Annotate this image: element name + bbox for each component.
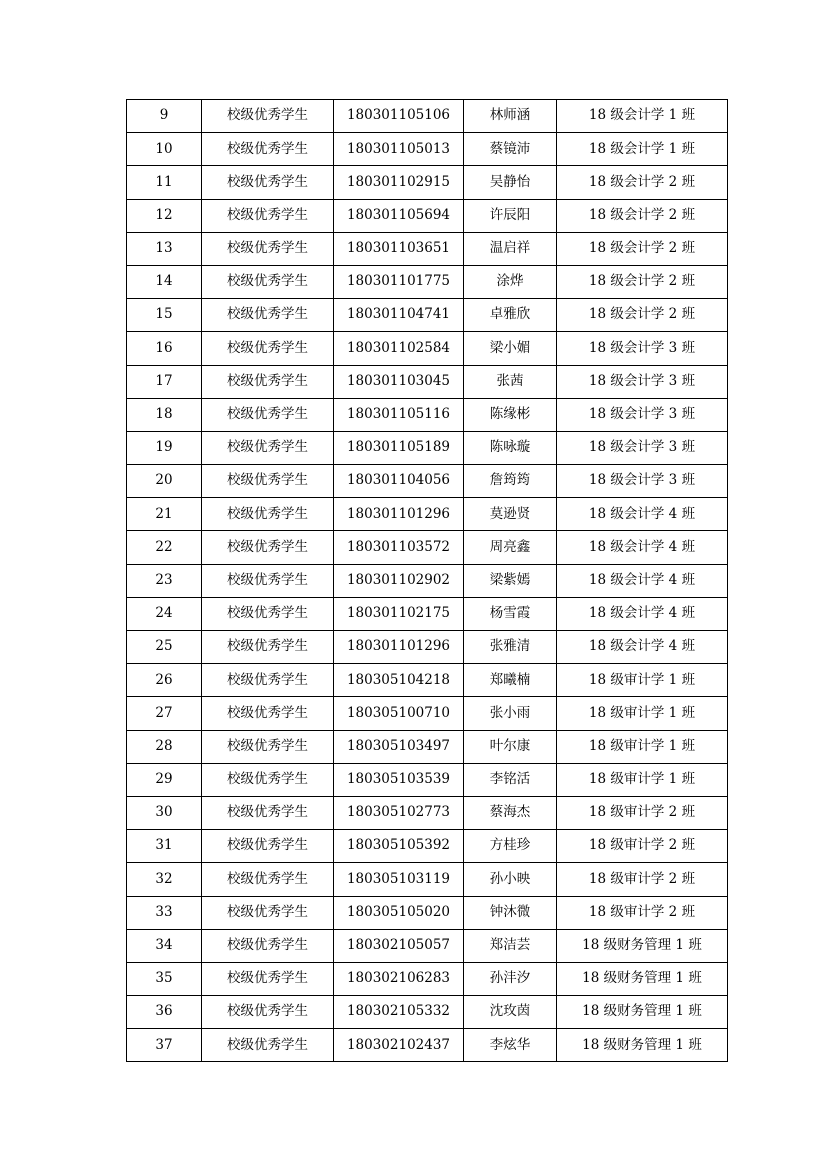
cell-student-id: 180301103572 bbox=[334, 531, 464, 564]
cell-class-name: 18 级会计学 4 班 bbox=[557, 631, 728, 664]
table-row bbox=[127, 597, 728, 630]
cell-class-name: 18 级会计学 4 班 bbox=[557, 531, 728, 564]
cell-student-name: 温启祥 bbox=[464, 232, 557, 265]
award-recipients-table bbox=[126, 99, 728, 1062]
cell-student-id: 180301101296 bbox=[334, 498, 464, 531]
table-row bbox=[127, 166, 728, 199]
cell-award-name: 校级优秀学生 bbox=[202, 730, 334, 763]
cell-student-name: 钟沐微 bbox=[464, 896, 557, 929]
cell-class-name: 18 级会计学 2 班 bbox=[557, 265, 728, 298]
cell-award-name: 校级优秀学生 bbox=[202, 863, 334, 896]
cell-award-name: 校级优秀学生 bbox=[202, 100, 334, 133]
cell-sequence-number: 36 bbox=[127, 996, 202, 1029]
cell-sequence-number: 17 bbox=[127, 365, 202, 398]
table-row bbox=[127, 332, 728, 365]
cell-award-name: 校级优秀学生 bbox=[202, 996, 334, 1029]
table-row bbox=[127, 796, 728, 829]
cell-award-name: 校级优秀学生 bbox=[202, 896, 334, 929]
cell-sequence-number: 16 bbox=[127, 332, 202, 365]
cell-student-id: 180301101775 bbox=[334, 265, 464, 298]
cell-student-name: 方桂珍 bbox=[464, 830, 557, 863]
cell-student-name: 蔡海杰 bbox=[464, 796, 557, 829]
cell-student-id: 180301105694 bbox=[334, 199, 464, 232]
cell-class-name: 18 级审计学 1 班 bbox=[557, 697, 728, 730]
cell-student-id: 180305104218 bbox=[334, 664, 464, 697]
cell-student-name: 张小雨 bbox=[464, 697, 557, 730]
cell-student-id: 180305102773 bbox=[334, 796, 464, 829]
cell-class-name: 18 级会计学 4 班 bbox=[557, 498, 728, 531]
cell-student-name: 卓雅欣 bbox=[464, 299, 557, 332]
table-row bbox=[127, 830, 728, 863]
cell-sequence-number: 32 bbox=[127, 863, 202, 896]
cell-sequence-number: 27 bbox=[127, 697, 202, 730]
table-row bbox=[127, 730, 728, 763]
cell-student-id: 180305100710 bbox=[334, 697, 464, 730]
cell-sequence-number: 33 bbox=[127, 896, 202, 929]
cell-student-name: 陈缘彬 bbox=[464, 398, 557, 431]
cell-class-name: 18 级会计学 3 班 bbox=[557, 332, 728, 365]
cell-student-id: 180301102584 bbox=[334, 332, 464, 365]
cell-sequence-number: 12 bbox=[127, 199, 202, 232]
cell-student-name: 蔡镜沛 bbox=[464, 133, 557, 166]
cell-award-name: 校级优秀学生 bbox=[202, 166, 334, 199]
cell-student-id: 180301105013 bbox=[334, 133, 464, 166]
cell-class-name: 18 级财务管理 1 班 bbox=[557, 1029, 728, 1062]
cell-student-id: 180301102175 bbox=[334, 597, 464, 630]
cell-sequence-number: 26 bbox=[127, 664, 202, 697]
cell-award-name: 校级优秀学生 bbox=[202, 465, 334, 498]
cell-class-name: 18 级会计学 4 班 bbox=[557, 597, 728, 630]
cell-sequence-number: 28 bbox=[127, 730, 202, 763]
table-row bbox=[127, 1029, 728, 1062]
cell-award-name: 校级优秀学生 bbox=[202, 962, 334, 995]
cell-award-name: 校级优秀学生 bbox=[202, 929, 334, 962]
cell-sequence-number: 11 bbox=[127, 166, 202, 199]
table-row bbox=[127, 232, 728, 265]
cell-student-id: 180301105189 bbox=[334, 431, 464, 464]
cell-student-name: 孙沣汐 bbox=[464, 962, 557, 995]
cell-student-name: 李铭活 bbox=[464, 763, 557, 796]
table-row bbox=[127, 465, 728, 498]
award-table-body bbox=[127, 100, 728, 1062]
cell-student-name: 沈玫茵 bbox=[464, 996, 557, 1029]
cell-award-name: 校级优秀学生 bbox=[202, 199, 334, 232]
cell-sequence-number: 14 bbox=[127, 265, 202, 298]
cell-student-id: 180301105106 bbox=[334, 100, 464, 133]
cell-award-name: 校级优秀学生 bbox=[202, 299, 334, 332]
cell-student-id: 180301105116 bbox=[334, 398, 464, 431]
cell-sequence-number: 24 bbox=[127, 597, 202, 630]
cell-class-name: 18 级审计学 2 班 bbox=[557, 863, 728, 896]
cell-class-name: 18 级会计学 3 班 bbox=[557, 431, 728, 464]
cell-student-id: 180301103045 bbox=[334, 365, 464, 398]
cell-award-name: 校级优秀学生 bbox=[202, 365, 334, 398]
table-row bbox=[127, 199, 728, 232]
cell-student-name: 吴静怡 bbox=[464, 166, 557, 199]
table-row bbox=[127, 564, 728, 597]
cell-award-name: 校级优秀学生 bbox=[202, 265, 334, 298]
cell-class-name: 18 级审计学 2 班 bbox=[557, 896, 728, 929]
cell-sequence-number: 34 bbox=[127, 929, 202, 962]
cell-student-name: 李炫华 bbox=[464, 1029, 557, 1062]
cell-class-name: 18 级会计学 2 班 bbox=[557, 232, 728, 265]
table-row bbox=[127, 631, 728, 664]
cell-class-name: 18 级会计学 3 班 bbox=[557, 365, 728, 398]
cell-award-name: 校级优秀学生 bbox=[202, 531, 334, 564]
cell-class-name: 18 级财务管理 1 班 bbox=[557, 962, 728, 995]
award-table-container bbox=[126, 99, 702, 1062]
cell-award-name: 校级优秀学生 bbox=[202, 564, 334, 597]
cell-class-name: 18 级审计学 1 班 bbox=[557, 664, 728, 697]
cell-student-name: 杨雪霞 bbox=[464, 597, 557, 630]
cell-student-name: 张茜 bbox=[464, 365, 557, 398]
cell-award-name: 校级优秀学生 bbox=[202, 133, 334, 166]
cell-student-id: 180302105332 bbox=[334, 996, 464, 1029]
table-row bbox=[127, 431, 728, 464]
cell-student-id: 180301101296 bbox=[334, 631, 464, 664]
cell-award-name: 校级优秀学生 bbox=[202, 697, 334, 730]
cell-student-name: 许辰阳 bbox=[464, 199, 557, 232]
cell-class-name: 18 级会计学 1 班 bbox=[557, 100, 728, 133]
cell-student-name: 叶尔康 bbox=[464, 730, 557, 763]
cell-award-name: 校级优秀学生 bbox=[202, 664, 334, 697]
cell-sequence-number: 18 bbox=[127, 398, 202, 431]
cell-award-name: 校级优秀学生 bbox=[202, 232, 334, 265]
cell-student-name: 林师涵 bbox=[464, 100, 557, 133]
table-row bbox=[127, 996, 728, 1029]
table-row bbox=[127, 962, 728, 995]
table-row bbox=[127, 133, 728, 166]
table-row bbox=[127, 863, 728, 896]
cell-sequence-number: 15 bbox=[127, 299, 202, 332]
cell-class-name: 18 级会计学 2 班 bbox=[557, 199, 728, 232]
cell-student-name: 张雅清 bbox=[464, 631, 557, 664]
table-row bbox=[127, 498, 728, 531]
cell-student-name: 郑洁芸 bbox=[464, 929, 557, 962]
cell-student-id: 180302106283 bbox=[334, 962, 464, 995]
cell-student-name: 梁小媚 bbox=[464, 332, 557, 365]
cell-class-name: 18 级会计学 4 班 bbox=[557, 564, 728, 597]
cell-sequence-number: 19 bbox=[127, 431, 202, 464]
table-row bbox=[127, 697, 728, 730]
cell-student-id: 180305105020 bbox=[334, 896, 464, 929]
cell-award-name: 校级优秀学生 bbox=[202, 763, 334, 796]
cell-sequence-number: 37 bbox=[127, 1029, 202, 1062]
table-row bbox=[127, 100, 728, 133]
cell-sequence-number: 29 bbox=[127, 763, 202, 796]
cell-sequence-number: 23 bbox=[127, 564, 202, 597]
cell-student-name: 詹筠筠 bbox=[464, 465, 557, 498]
cell-student-name: 涂烨 bbox=[464, 265, 557, 298]
cell-sequence-number: 35 bbox=[127, 962, 202, 995]
table-row bbox=[127, 398, 728, 431]
cell-student-id: 180302102437 bbox=[334, 1029, 464, 1062]
cell-class-name: 18 级会计学 1 班 bbox=[557, 133, 728, 166]
table-row bbox=[127, 929, 728, 962]
cell-student-name: 陈咏璇 bbox=[464, 431, 557, 464]
cell-sequence-number: 20 bbox=[127, 465, 202, 498]
cell-student-id: 180301103651 bbox=[334, 232, 464, 265]
table-row bbox=[127, 265, 728, 298]
table-row bbox=[127, 763, 728, 796]
cell-student-name: 莫逊贤 bbox=[464, 498, 557, 531]
cell-award-name: 校级优秀学生 bbox=[202, 597, 334, 630]
cell-student-id: 180305103119 bbox=[334, 863, 464, 896]
cell-sequence-number: 13 bbox=[127, 232, 202, 265]
cell-student-name: 孙小映 bbox=[464, 863, 557, 896]
cell-sequence-number: 10 bbox=[127, 133, 202, 166]
cell-class-name: 18 级审计学 1 班 bbox=[557, 763, 728, 796]
cell-class-name: 18 级财务管理 1 班 bbox=[557, 996, 728, 1029]
cell-award-name: 校级优秀学生 bbox=[202, 431, 334, 464]
table-row bbox=[127, 365, 728, 398]
cell-student-id: 180305103539 bbox=[334, 763, 464, 796]
cell-sequence-number: 21 bbox=[127, 498, 202, 531]
table-row bbox=[127, 299, 728, 332]
cell-class-name: 18 级审计学 2 班 bbox=[557, 830, 728, 863]
cell-sequence-number: 9 bbox=[127, 100, 202, 133]
cell-student-name: 郑曦楠 bbox=[464, 664, 557, 697]
cell-class-name: 18 级会计学 3 班 bbox=[557, 465, 728, 498]
cell-class-name: 18 级会计学 2 班 bbox=[557, 299, 728, 332]
cell-student-name: 周亮鑫 bbox=[464, 531, 557, 564]
cell-award-name: 校级优秀学生 bbox=[202, 332, 334, 365]
cell-award-name: 校级优秀学生 bbox=[202, 631, 334, 664]
cell-sequence-number: 25 bbox=[127, 631, 202, 664]
cell-class-name: 18 级会计学 3 班 bbox=[557, 398, 728, 431]
cell-student-id: 180301102915 bbox=[334, 166, 464, 199]
cell-student-id: 180305105392 bbox=[334, 830, 464, 863]
cell-award-name: 校级优秀学生 bbox=[202, 830, 334, 863]
cell-student-id: 180301104741 bbox=[334, 299, 464, 332]
cell-class-name: 18 级审计学 1 班 bbox=[557, 730, 728, 763]
cell-student-name: 梁紫嫣 bbox=[464, 564, 557, 597]
cell-class-name: 18 级审计学 2 班 bbox=[557, 796, 728, 829]
cell-award-name: 校级优秀学生 bbox=[202, 498, 334, 531]
cell-student-id: 180301102902 bbox=[334, 564, 464, 597]
cell-sequence-number: 30 bbox=[127, 796, 202, 829]
table-row bbox=[127, 896, 728, 929]
cell-class-name: 18 级财务管理 1 班 bbox=[557, 929, 728, 962]
table-row bbox=[127, 531, 728, 564]
cell-award-name: 校级优秀学生 bbox=[202, 796, 334, 829]
cell-student-id: 180302105057 bbox=[334, 929, 464, 962]
cell-student-id: 180305103497 bbox=[334, 730, 464, 763]
table-row bbox=[127, 664, 728, 697]
cell-award-name: 校级优秀学生 bbox=[202, 1029, 334, 1062]
cell-sequence-number: 22 bbox=[127, 531, 202, 564]
cell-award-name: 校级优秀学生 bbox=[202, 398, 334, 431]
cell-sequence-number: 31 bbox=[127, 830, 202, 863]
cell-class-name: 18 级会计学 2 班 bbox=[557, 166, 728, 199]
cell-student-id: 180301104056 bbox=[334, 465, 464, 498]
